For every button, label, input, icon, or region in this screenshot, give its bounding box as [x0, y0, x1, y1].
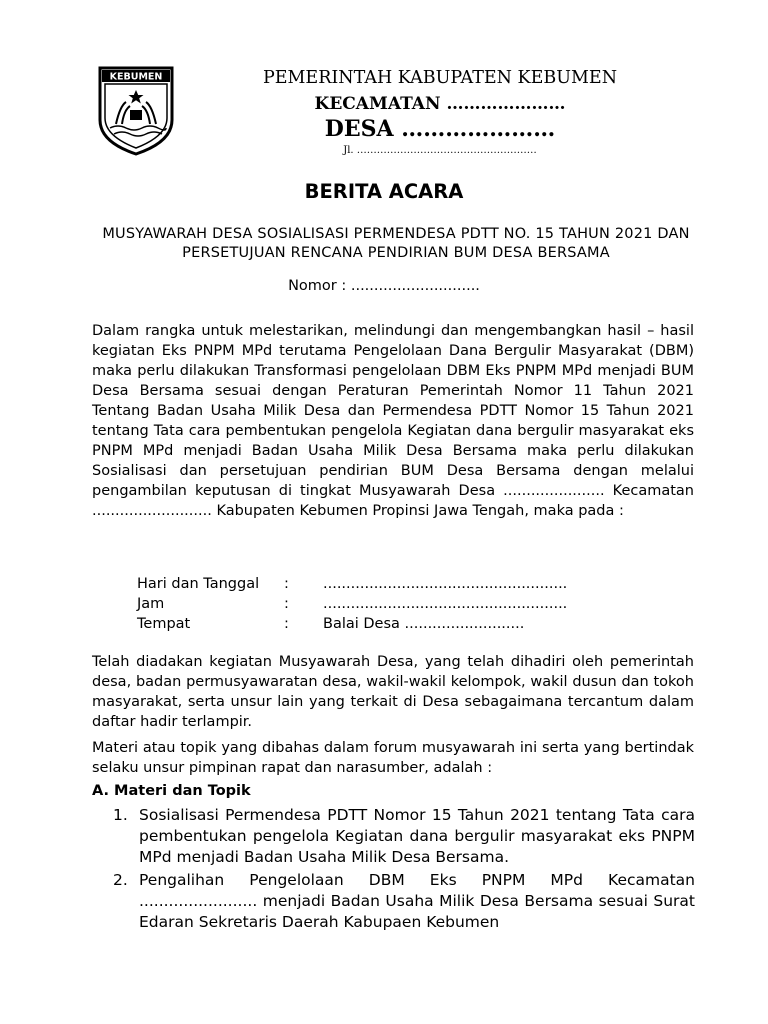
detail-value: ..................................................... — [323, 576, 568, 592]
detail-row-date — [137, 574, 623, 594]
detail-label: Hari dan Tanggal — [137, 576, 260, 592]
detail-row-place — [137, 614, 623, 634]
document-subtitle: MUSYAWARAH DESA SOSIALISASI PERMENDESA PDTT NO. 15 TAHUN 2021 DAN PERSETUJUAN RENCANA PENDIRIAN BUM DESA BERSAMA — [102, 226, 690, 261]
list-item-text: Sosialisasi Permendesa PDTT Nomor 15 Tahun 2021 tentang Tata cara pembentukan pengelola Kegiatan dana bergulir masyarakat eks PNPM MPd menjadi Badan Usaha Milik Desa Bersama. — [139, 806, 695, 866]
kebumen-coat-of-arms-logo — [96, 64, 176, 156]
detail-label: Tempat — [137, 616, 191, 632]
attendance-paragraph: Telah diadakan kegiatan Musyawarah Desa, yang telah dihadiri oleh pemerintah desa, badan permusyawaratan desa, wakil-wakil kelompok, wakil dusun dan tokoh masyarakat, serta unsur lain yang terkait di Desa sebagaimana tercantum dalam daftar hadir terlampir. — [92, 654, 694, 730]
list-item — [113, 870, 695, 933]
list-item — [113, 805, 695, 868]
logo-text: KEBUMEN — [109, 71, 163, 83]
letterhead-kecamatan: KECAMATAN ………………… — [314, 94, 566, 114]
detail-colon: : — [284, 616, 289, 632]
document-title: BERITA ACARA — [304, 180, 464, 203]
document-number: Nomor : ............................ — [288, 278, 480, 294]
meeting-details — [137, 574, 623, 634]
section-heading-materi: A. Materi dan Topik — [92, 783, 251, 799]
list-item-number: 1. — [113, 806, 128, 824]
list-item-number: 2. — [113, 871, 128, 889]
topic-list — [113, 805, 695, 935]
letterhead-address: Jl. ……………………………………………… — [343, 145, 537, 156]
detail-colon: : — [284, 596, 289, 612]
list-item-text: Pengalihan Pengelolaan DBM Eks PNPM MPd Kecamatan ........................ menjadi Badan Usaha Milik Desa Bersama sesuai Surat Edaran Sekretaris Daerah Kabupaen Kebumen — [139, 871, 695, 931]
detail-value: ..................................................... — [323, 596, 568, 612]
opening-paragraph: Dalam rangka untuk melestarikan, melindungi dan mengembangkan hasil – hasil kegiatan Eks PNPM MPd terutama Pengelolaan Dana Bergulir Masyarakat (DBM) maka perlu dilakukan Transformasi pengelolaan DBM Eks PNPM MPd menjadi BUM Desa Bersama sesuai dengan Peraturan Pemerintah Nomor 11 Tahun 2021 Tentang Badan Usaha Milik Desa dan Permendesa PDTT Nomor 15 Tahun 2021 tentang Tata cara pembentukan pengelola Kegiatan dana bergulir masyarakat eks PNPM MPd menjadi Badan Usaha Milik Desa Bersama maka perlu dilakukan Sosialisasi dan persetujuan pendirian BUM Desa Bersama dengan melalui pengambilan keputusan di tingkat Musyawarah Desa ...................... Kecamatan .......................... Kabupaten Kebumen Propinsi Jawa Tengah, maka pada : — [92, 323, 694, 519]
detail-value: Balai Desa .......................... — [323, 616, 525, 632]
detail-label: Jam — [137, 596, 165, 612]
letterhead-government: PEMERINTAH KABUPATEN KEBUMEN — [262, 68, 618, 88]
detail-colon: : — [284, 576, 289, 592]
detail-row-time — [137, 594, 623, 614]
letterhead-desa: DESA ………………… — [324, 116, 556, 142]
agenda-intro-paragraph: Materi atau topik yang dibahas dalam forum musyawarah ini serta yang bertindak selaku unsur pimpinan rapat dan narasumber, adalah : — [92, 740, 694, 776]
